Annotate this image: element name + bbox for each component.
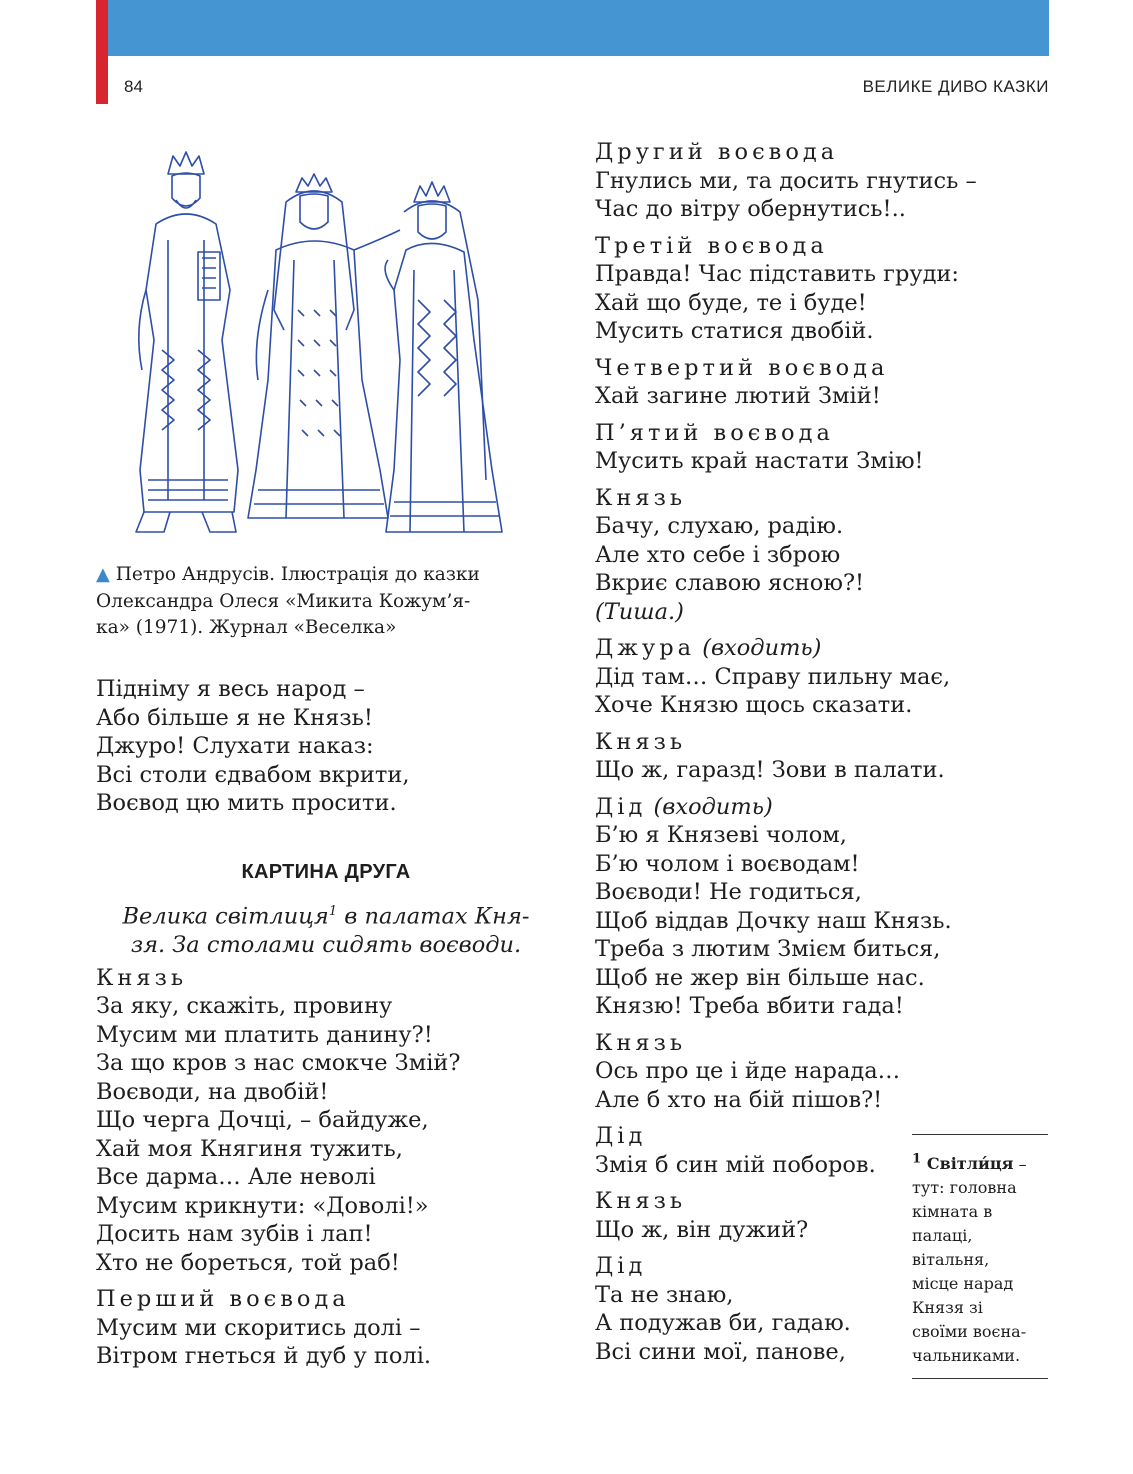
verse-line: Мусить статися двобій. <box>595 318 874 344</box>
speaker-name: Перший воєвода <box>96 1286 350 1312</box>
verse-line: Хай що буде, те і буде! <box>595 289 867 316</box>
speaker-name: Князь <box>96 964 188 991</box>
verse-line: Мусим ми платить данину?! <box>96 1021 433 1048</box>
caption-line: Олександра Олеся «Микита Кожум’я- <box>96 590 471 612</box>
speaker-name: Третій воєвода <box>595 232 828 259</box>
speaker-name: Князь <box>595 1188 687 1214</box>
footnote-line: Князя зі <box>912 1298 983 1318</box>
verse-line: Дід там… Справу пильну має, <box>595 663 951 690</box>
verse-line: Джуро! Слухати наказ: <box>96 733 374 759</box>
footnote-term: Світли́ця <box>926 1154 1014 1174</box>
footnote-line: своїми воєна- <box>912 1322 1027 1342</box>
verse-line: Бачу, слухаю, радію. <box>595 513 844 539</box>
illustration-three-figures <box>118 140 518 548</box>
verse-line: Або більше я не Князь! <box>96 704 373 731</box>
scene-heading: КАРТИНА ДРУГА <box>241 860 411 883</box>
verse-line: Хто не бореться, той раб! <box>96 1249 400 1276</box>
footnote-mark: 1 <box>912 1151 922 1167</box>
speaker-name: Князь <box>595 1029 687 1056</box>
footnote-line: палаці, <box>912 1226 973 1246</box>
verse-line: Досить нам зубів і лап! <box>96 1221 373 1247</box>
figure-princess <box>248 174 400 518</box>
caption-triangle-icon: ▲ <box>96 564 110 585</box>
verse-line: Всі сини мої, панове, <box>595 1338 846 1365</box>
verse-line: Всі столи єдвабом вкрити, <box>96 761 410 788</box>
footnote-line: чальниками. <box>912 1346 1021 1366</box>
footnote-dash: – <box>1013 1154 1027 1174</box>
verse-line: За яку, скажіть, провину <box>96 993 393 1019</box>
verse-line: Мусим ми скоритись долі – <box>96 1314 421 1341</box>
stage-direction: (Тиша.) <box>595 598 684 625</box>
caption-line: ка» (1971). Журнал «Веселка» <box>96 617 397 638</box>
opening-verse <box>96 675 556 818</box>
figure-lady <box>385 182 502 532</box>
page-number: 84 <box>124 77 143 96</box>
speaker-name: Джура <box>595 635 696 661</box>
verse-line: Мусить край настати Змію! <box>595 448 924 474</box>
speaker-name: Князь <box>595 728 687 755</box>
footnote-line: кімната в <box>912 1202 993 1222</box>
verse-line: Вкриє славою ясною?! <box>595 570 865 596</box>
footnote-line: тут: головна <box>912 1178 1017 1198</box>
verse-line: Мусим крикнути: «Доволі!» <box>96 1192 429 1219</box>
verse-line: Але б хто на бій пішов?! <box>595 1086 883 1113</box>
verse-line: Воєводи, на двобій! <box>96 1078 329 1105</box>
verse-line: Воєводи! Не годиться, <box>595 879 862 905</box>
speaker-name: Дід <box>595 793 647 820</box>
stage-direction-text: Велика світлиця <box>122 903 329 930</box>
speaker-name: Другий воєвода <box>595 139 839 165</box>
stage-direction-text: зя. За столами сидять воєводи. <box>130 932 522 958</box>
stage-direction <box>96 898 556 960</box>
speaker-name: Дід <box>595 1123 647 1149</box>
header-band <box>96 0 1049 56</box>
verse-line: Що ж, він дужий? <box>595 1216 809 1243</box>
verse-line: Гнулись ми, та досить гнутись – <box>595 167 977 194</box>
verse-line: Б’ю я Князеві чолом, <box>595 822 847 848</box>
verse-line: Але хто себе і зброю <box>595 541 841 568</box>
verse-line: Змія б син мій поборов. <box>595 1151 876 1178</box>
stage-direction: (входить) <box>653 793 773 820</box>
verse-line: Хоче Князю щось сказати. <box>595 692 913 718</box>
verse-line: Хай моя Княгиня тужить, <box>96 1135 403 1162</box>
verse-line: Треба з лютим Змієм биться, <box>595 936 941 962</box>
verse-line: Щоб віддав Дочку наш Князь. <box>595 907 952 934</box>
running-title: ВЕЛИКЕ ДИВО КАЗКИ <box>862 77 1049 96</box>
verse-line: Ось про це і йде нарада… <box>595 1058 901 1084</box>
footnote-line: вітальня, <box>912 1250 990 1270</box>
verse-line: Б’ю чолом і воєводам! <box>595 850 860 877</box>
verse-line: Все дарма… Але неволі <box>96 1164 376 1190</box>
verse-line: Вітром гнеться й дуб у полі. <box>96 1343 432 1369</box>
stage-direction: (входить) <box>702 635 822 661</box>
verse-line: Хай загине лютий Змій! <box>595 383 881 409</box>
verse-line: Що черга Дочці, – байдуже, <box>96 1107 429 1133</box>
verse-line: Правда! Час підставить груди: <box>595 261 960 287</box>
speaker-name: П’ятий воєвода <box>595 419 834 446</box>
chapter-marker <box>96 0 108 104</box>
verse-line: Воєвод цю мить просити. <box>96 790 397 816</box>
speaker-name: Дід <box>595 1253 647 1279</box>
verse-line: А подужав би, гадаю. <box>595 1310 851 1336</box>
verse-line: Час до вітру обернутись!.. <box>595 196 906 222</box>
left-column <box>96 675 556 1371</box>
verse-line: За що кров з нас смокче Змій? <box>96 1050 461 1076</box>
verse-line: Щоб не жер він більше нас. <box>595 964 925 991</box>
stage-direction-text: в палатах Кня- <box>337 903 530 930</box>
verse-line: Що ж, гаразд! Зови в палати. <box>595 757 945 783</box>
footnote-line: місце нарад <box>912 1274 1014 1294</box>
footnote <box>912 1134 1048 1379</box>
illustration-caption <box>96 562 536 642</box>
verse-line: Підніму я весь народ – <box>96 676 365 702</box>
verse-line: Та не знаю, <box>595 1281 734 1308</box>
speaker-name: Четвертий воєвода <box>595 354 889 381</box>
figure-prince <box>136 152 238 532</box>
speaker-name: Князь <box>595 484 687 511</box>
footnote-ref: 1 <box>328 904 338 919</box>
caption-line: Петро Андрусів. Ілюстрація до казки <box>115 564 480 585</box>
verse-line: Князю! Треба вбити гада! <box>595 993 904 1019</box>
